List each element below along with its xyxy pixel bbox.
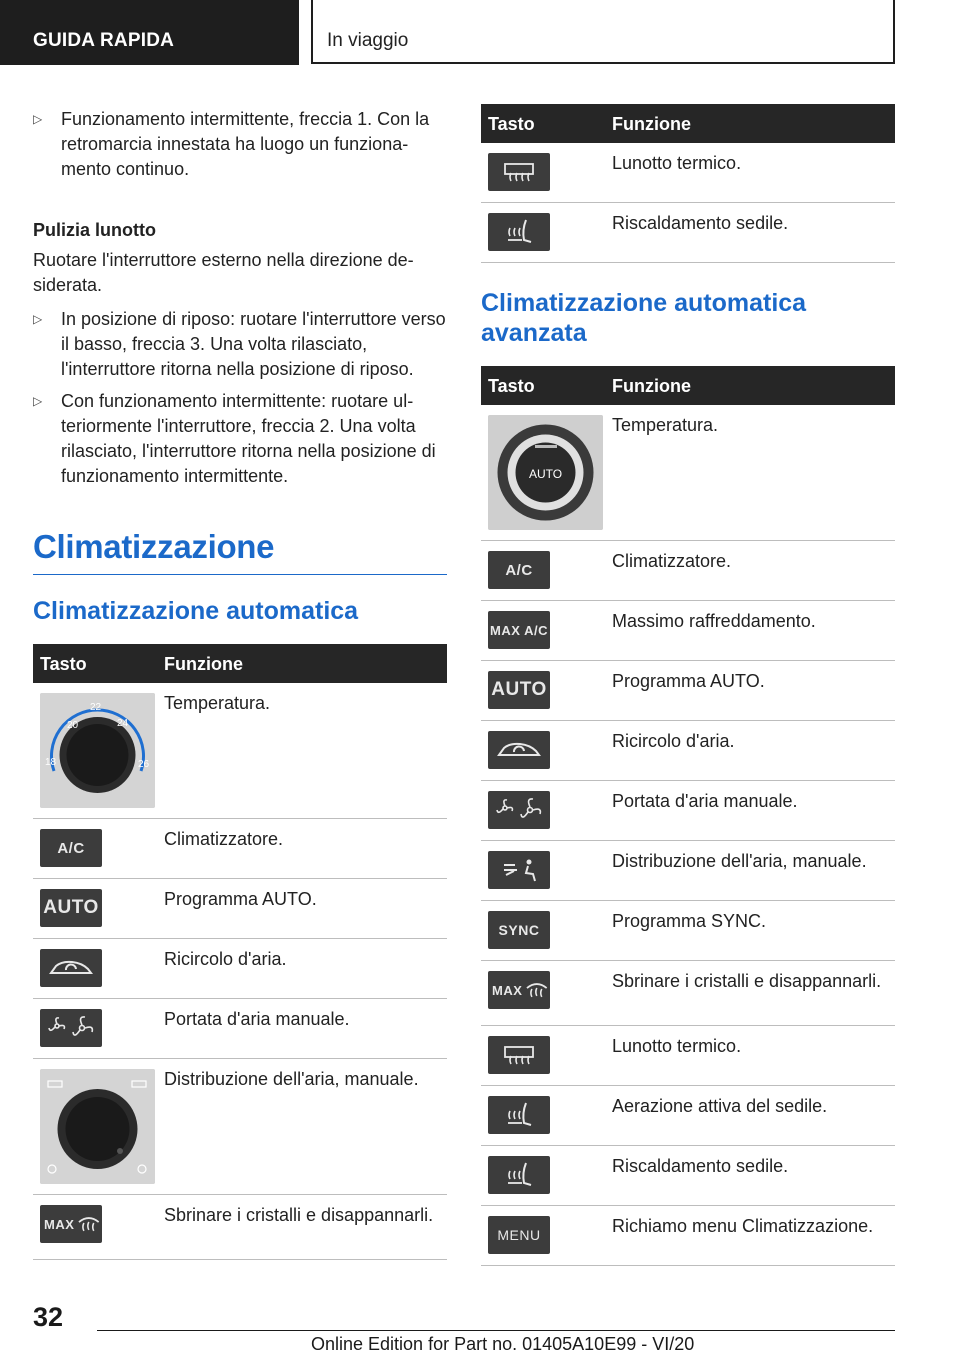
dial-scale-20: 20 (67, 720, 79, 731)
max-ac-button-icon: MAX A/C (488, 611, 550, 649)
temperature-dial-icon (40, 693, 155, 808)
table-row (481, 961, 895, 1026)
table-row (33, 819, 447, 879)
function-text: Programma AUTO. (164, 889, 317, 909)
dial-auto-label: AUTO (529, 467, 563, 481)
seat-ventilation-icon (488, 1096, 550, 1134)
dial-scale-26: 26 (138, 759, 150, 770)
col-key: Tasto (488, 114, 535, 134)
bullet-text: Funzionamento intermittente, freccia 1. Con la retromarcia innestata ha luogo un funzionamento continuo. (61, 109, 430, 179)
paragraph: Ruotare l'interruttore esterno nella direzione desiderata. (33, 250, 414, 295)
table-automatic-climate (33, 644, 447, 1260)
triangle-bullet-icon: ▷ (33, 394, 43, 408)
table-row (481, 143, 895, 203)
table-row (481, 721, 895, 781)
function-text: Lunotto termico. (612, 153, 742, 173)
col-key: Tasto (488, 376, 535, 396)
table-row (481, 661, 895, 721)
fan-icon (488, 791, 550, 829)
function-text: Temperatura. (612, 415, 719, 435)
recirculation-icon (488, 731, 550, 769)
col-function: Funzione (612, 114, 691, 134)
triangle-bullet-icon: ▷ (33, 112, 43, 126)
section-heading-advanced: Climatizzazione automatica avanzata (481, 289, 807, 347)
air-distribution-dial-icon (40, 1069, 155, 1184)
table-row (481, 601, 895, 661)
function-text: Portata d'aria manuale. (164, 1009, 350, 1029)
table-row (33, 683, 447, 819)
rear-window-heat-icon (488, 1036, 550, 1074)
ac-button-icon: A/C (488, 551, 550, 589)
col-key: Tasto (40, 654, 87, 674)
edition-text: Online Edition for Part no. 01405A10E99 - VI/20 (311, 1334, 695, 1354)
subheading: Pulizia lunotto (33, 220, 156, 240)
function-text: Richiamo menu Climatizzazione. (612, 1216, 874, 1236)
table-row (33, 1195, 447, 1260)
table-advanced-climate (481, 366, 895, 1266)
table-row (481, 1026, 895, 1086)
table-row (481, 901, 895, 961)
function-text: Massimo raffreddamento. (612, 611, 816, 631)
chapter-title: In viaggio (311, 0, 895, 64)
max-defrost-icon: MAX (488, 971, 550, 1009)
function-text: Lunotto termico. (612, 1036, 742, 1056)
function-text: Programma AUTO. (612, 671, 765, 691)
col-function: Funzione (164, 654, 243, 674)
menu-button-icon: MENU (488, 1216, 550, 1254)
table-row (481, 1146, 895, 1206)
function-text: Ricircolo d'aria. (612, 731, 735, 751)
auto-button-icon: AUTO (40, 889, 102, 927)
table-continued (481, 104, 895, 263)
table-row (33, 939, 447, 999)
table-header (481, 104, 895, 143)
table-row (481, 841, 895, 901)
function-text: Climatizzatore. (164, 829, 284, 849)
function-text: Riscaldamento sedile. (612, 213, 789, 233)
dial-scale-22: 22 (90, 702, 102, 713)
bullet-rest (33, 307, 447, 382)
auto-temperature-dial-icon (488, 415, 603, 530)
bullet-intro (33, 107, 447, 182)
bullet-text: In posizione di riposo: ruotare l'interruttore verso il basso, freccia 3. Una volta rilasciato, l'interruttore ritorna nella posizione di riposo. (61, 309, 446, 379)
function-text: Aerazione attiva del sedile. (612, 1096, 828, 1116)
auto-button-icon: AUTO (488, 671, 550, 709)
function-text: Sbrinare i cristalli e disappannarli. (612, 971, 882, 991)
section-tab: GUIDA RAPIDA (0, 0, 299, 65)
table-row (481, 1086, 895, 1146)
function-text: Ricircolo d'aria. (164, 949, 287, 969)
table-row (481, 1206, 895, 1266)
function-text: Distribuzione dell'aria, manuale. (164, 1069, 419, 1089)
rear-window-heat-icon (488, 153, 550, 191)
ac-button-icon: A/C (40, 829, 102, 867)
table-row (481, 781, 895, 841)
seat-heating-icon (488, 1156, 550, 1194)
table-row (481, 541, 895, 601)
seat-heating-icon (488, 213, 550, 251)
function-text: Distribuzione dell'aria, manuale. (612, 851, 867, 871)
dial-scale-24: 24 (117, 718, 129, 729)
chapter-heading: Climatizzazione (33, 528, 447, 575)
bullet-text: Con funzionamento intermittente: ruotare ulteriormente l'interruttore, freccia 2. Una volta rilasciato, l'interruttore ritorna nella posizione di funzionamento intermittente. (61, 391, 436, 486)
triangle-bullet-icon: ▷ (33, 312, 43, 326)
dial-scale-18: 18 (45, 757, 57, 768)
table-row (481, 203, 895, 263)
col-function: Funzione (612, 376, 691, 396)
function-text: Temperatura. (164, 693, 271, 713)
footer-divider (97, 1330, 895, 1331)
air-distribution-icon (488, 851, 550, 889)
bullet-interval (33, 389, 447, 489)
table-row (33, 879, 447, 939)
recirculation-icon (40, 949, 102, 987)
page-number: 32 (33, 1302, 64, 1332)
function-text: Sbrinare i cristalli e disappannarli. (164, 1205, 434, 1225)
function-text: Climatizzatore. (612, 551, 732, 571)
function-text: Programma SYNC. (612, 911, 767, 931)
fan-icon (40, 1009, 102, 1047)
table-row (33, 1059, 447, 1195)
table-header (33, 644, 447, 683)
function-text: Portata d'aria manuale. (612, 791, 798, 811)
table-row (33, 999, 447, 1059)
sync-button-icon: SYNC (488, 911, 550, 949)
max-defrost-icon: MAX (40, 1205, 102, 1243)
table-row (481, 405, 895, 541)
table-header (481, 366, 895, 405)
section-heading: Climatizzazione automatica (33, 597, 359, 625)
function-text: Riscaldamento sedile. (612, 1156, 789, 1176)
